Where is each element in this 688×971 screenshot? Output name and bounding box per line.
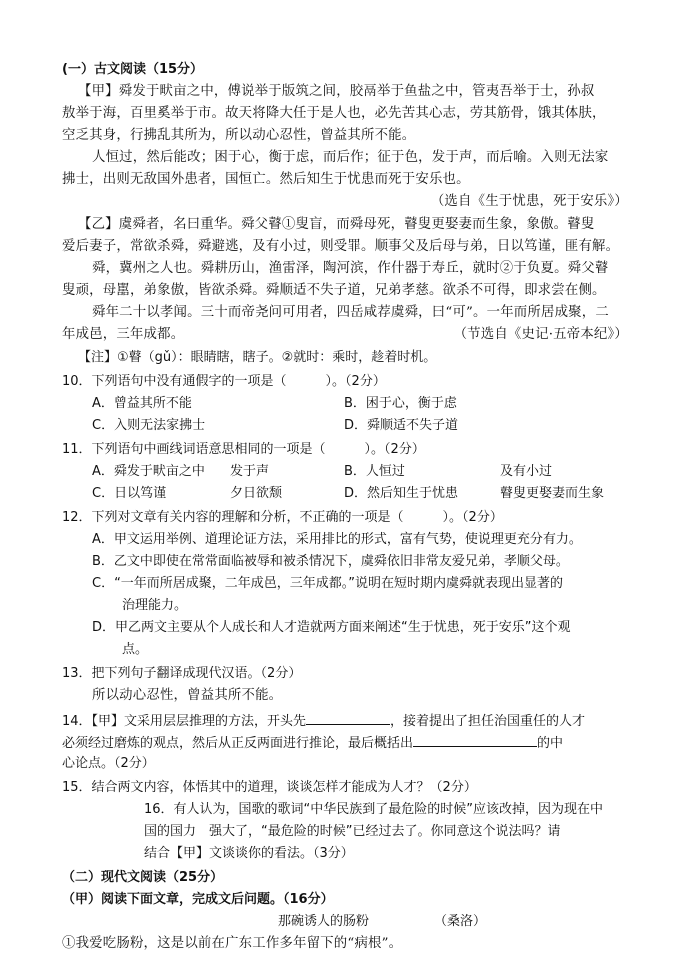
- annotation-note: 【注】①瞽（gǔ）：眼睛瞎，瞎子。②就时：乘时，趁着时机。: [78, 350, 437, 365]
- jia-line-2: 敖举于海，百里奚举于市。故天将降大任于是人也，必先苦其心志，劳其筋骨，饿其体肤，: [62, 106, 606, 121]
- q14-blank-2[interactable]: [413, 732, 537, 747]
- q16-line1: 16．有人认为，国歌的歌词“中华民族到了最危险的时候”应该改掉，因为现在中: [144, 802, 604, 817]
- jia-source: （选自《生于忧患，死于安乐》）: [430, 194, 628, 209]
- jia-line-1: 【甲】舜发于畎亩之中，傅说举于版筑之间，胶鬲举于鱼盐之中，管夷吾举于士，孙叔: [78, 84, 595, 99]
- jia-line-5: 拂士，出则无敌国外患者，国恒亡。然后知生于忧患而死于安乐也。: [62, 172, 470, 187]
- section2-heading: （二）现代文阅读（25分）: [62, 870, 224, 885]
- article-author: （桑洛）: [434, 914, 487, 929]
- q10-option-a: A．曾益其所不能: [92, 396, 192, 411]
- article-paragraph-1: ①我爱吃肠粉，这是以前在广东工作多年留下的“病根”。: [62, 936, 403, 951]
- q12-option-c-line1: C．“一年而所居成聚，二年成邑，三年成都。”说明在短时期内虞舜就表现出显著的: [92, 576, 564, 591]
- q14-blank-1[interactable]: [306, 710, 390, 725]
- yi-line-5: 舜年二十以孝闻。三十而帝尧问可用者，四岳咸荐虞舜，曰“可”。一年而所居成聚，二: [92, 305, 609, 320]
- q12-option-c-line2: 治理能力。: [122, 598, 188, 613]
- q14-line3: 心论点。（2分）: [62, 756, 155, 771]
- yi-line-6: 年成邑，三年成都。: [62, 327, 185, 342]
- q14-line2-start: 必须经过磨炼的观点，然后从正反两面进行推论，最后概括出: [62, 736, 414, 751]
- q16-line2: 国的国力 强大了，“最危险的时候”已经过去了。你同意这个说法吗？请: [144, 824, 561, 839]
- q11-option-d: D．然后知生于忧患: [344, 486, 459, 501]
- q10-option-d: D．舜顺适不失子道: [344, 418, 459, 433]
- q12-option-d-line1: D．甲乙两文主要从个人成长和人才造就两方面来阐述“生于忧患，死于安乐”这个观: [92, 620, 571, 635]
- q11-option-c-pair: 夕日欲颓: [230, 486, 283, 501]
- yi-line-2: 爱后妻子，常欲杀舜，舜避逃，及有小过，则受罪。顺事父及后母与弟，日以笃谨，匪有解。: [62, 239, 620, 254]
- jia-line-3: 空乏其身，行拂乱其所为，所以动心忍性，曾益其所不能。: [62, 128, 416, 143]
- q10-option-b: B．困于心，衡于虑: [344, 396, 457, 411]
- yi-line-3: 舜，冀州之人也。舜耕历山，渔雷泽，陶河滨，作什器于寿丘，就时②于负夏。舜父瞽: [92, 261, 609, 276]
- q11-option-a-pair: 发于声: [230, 464, 270, 479]
- q14-line1-end: ，接着提出了担任治国重任的人才: [390, 714, 586, 729]
- section2-subheading: （甲）阅读下面文章，完成文后问题。（16分）: [62, 892, 334, 907]
- q10-stem: 10．下列语句中没有通假字的一项是（ ）。（2分）: [62, 374, 386, 389]
- q11-option-d-pair: 瞽叟更娶妻而生象: [500, 486, 605, 501]
- q16-line3: 结合【甲】文谈谈你的看法。（3分）: [144, 846, 354, 861]
- q11-option-b-pair: 及有小过: [500, 464, 553, 479]
- q14-line2: [62, 732, 563, 754]
- q14-line1: [62, 710, 585, 732]
- q14-line2-end: 的中: [537, 736, 564, 751]
- q12-option-a: A．甲文运用举例、道理论证方法，采用排比的形式，富有气势，使说理更充分有力。: [92, 532, 582, 547]
- q11-option-a: A．舜发于畎亩之中: [92, 464, 205, 479]
- section1-heading: (一）古文阅读（15分）: [62, 62, 204, 77]
- yi-line-1: 【乙】虞舜者，名曰重华。舜父瞽①叟盲，而舜母死，瞽叟更娶妻而生象，象傲。瞽叟: [78, 217, 595, 232]
- q11-stem: 11．下列语句中画线词语意思相同的一项是（ ）。（2分）: [62, 442, 425, 457]
- q13-sentence: 所以动心忍性，曾益其所不能。: [92, 688, 283, 703]
- q14-line1-start: 14．【甲】文采用层层推理的方法，开头先: [62, 714, 307, 729]
- q15-stem: 15．结合两文内容，体悟其中的道理，谈谈怎样才能成为人才？（2分）: [62, 780, 477, 795]
- jia-line-4: 人恒过，然后能改；困于心，衡于虑，而后作；征于色，发于声，而后喻。入则无法家: [92, 150, 609, 165]
- q13-stem: 13．把下列句子翻译成现代汉语。（2分）: [62, 666, 302, 681]
- yi-source: （节选自《史记·五帝本纪》）: [453, 327, 628, 342]
- q10-option-c: C．入则无法家拂士: [92, 418, 206, 433]
- q12-option-d-line2: 点。: [122, 642, 149, 657]
- q11-option-c: C．日以笃谨: [92, 486, 167, 501]
- q12-stem: 12．下列对文章有关内容的理解和分析，不正确的一项是（ ）。（2分）: [62, 510, 503, 525]
- q12-option-b: B．乙文中即使在常常面临被辱和被杀情况下，虞舜依旧非常友爱兄弟，孝顺父母。: [92, 554, 569, 569]
- article-title: 那碗诱人的肠粉: [278, 914, 370, 929]
- q11-option-b: B．人恒过: [344, 464, 405, 479]
- yi-line-4: 叟顽，母嚚，弟象傲，皆欲杀舜。舜顺适不失子道，兄弟孝慈。欲杀不可得，即求尝在侧。: [62, 283, 606, 298]
